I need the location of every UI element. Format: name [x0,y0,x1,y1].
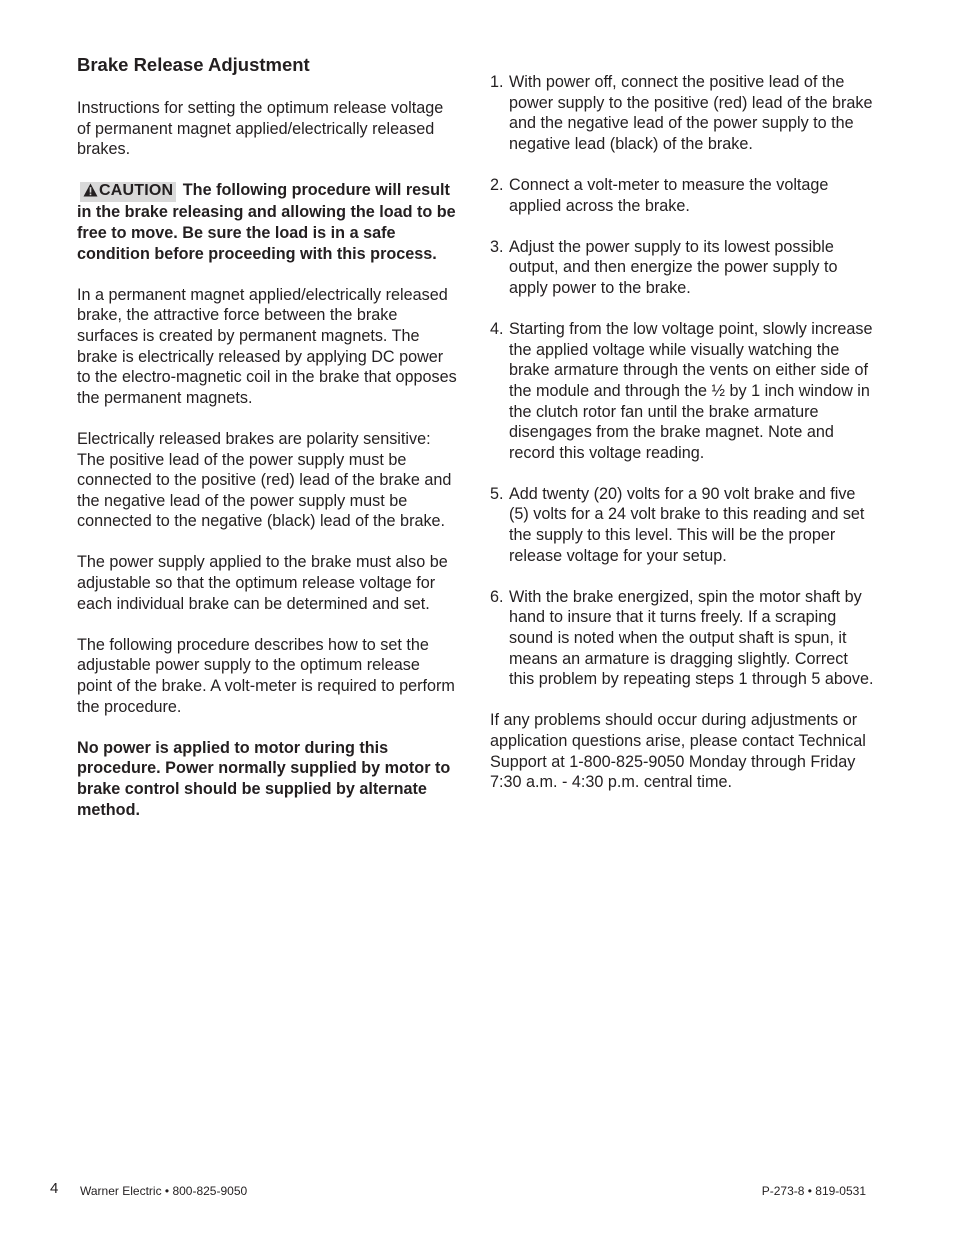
step-text: Starting from the low voltage point, slowly increase the applied voltage while visually watching the brake armature through the vents on either side of the module and through the ½ by 1 inch window in the clutch rotor fan until the brake armature disengages from the brake magnet. Note and record this voltage reading. [509,320,873,462]
step-text: Connect a volt-meter to measure the voltage applied across the brake. [509,175,829,215]
step-text: With power off, connect the positive lead of the power supply to the positive (red) lead of the brake and the negative lead of the power supply to the negative lead (black) of the brake. [509,73,873,153]
body-paragraph-3: The power supply applied to the brake must also be adjustable so that the optimum release voltage for each individual brake can be determined and set. [77,553,448,613]
step-text: Add twenty (20) volts for a 90 volt brake and five (5) volts for a 24 volt brake to this reading and set the supply to this level. This will be the proper release voltage for your setup. [509,484,865,565]
caution-badge [80,182,176,202]
left-column [77,52,459,841]
step-text: With the brake energized, spin the motor shaft by hand to insure that it turns freely. If a scraping sound is noted when the output shaft is spun, it means an armature is dragging slightly. Correct this problem by repeating steps 1 through 5 above. [509,587,874,689]
page-footer [50,1180,870,1200]
step-item [490,319,875,463]
step-number: 3. [490,237,504,256]
body-paragraph-2: Electrically released brakes are polarity sensitive: The positive lead of the power supply must be connected to the positive (red) lead of the brake and the negative lead of the power supply must be connected to the negative (black) lead of the brake. [77,429,452,531]
intro-paragraph: Instructions for setting the optimum release voltage of permanent magnet applied/electrically released brakes. [77,99,444,159]
support-contact-paragraph: If any problems should occur during adjustments or application questions arise, please contact Technical Support at 1-800-825-9050 Monday through Friday 7:30 a.m. - 4:30 p.m. central time. [490,711,866,792]
body-paragraph-1: In a permanent magnet applied/electrically released brake, the attractive force between the brake surfaces is created by permanent magnets. The brake is electrically released by applying DC power to the electro-magnetic coil in the brake that opposes the permanent magnets. [77,285,457,407]
step-number: 6. [490,587,504,606]
step-number: 1. [490,73,504,91]
body-paragraph-4: The following procedure describes how to set the adjustable power supply to the optimum release point of the brake. A volt-meter is required to perform the procedure. [77,635,455,716]
step-number: 2. [490,175,504,194]
step-number: 4. [490,320,504,339]
step-item [490,484,875,566]
caution-label: CAUTION [99,182,174,200]
warning-triangle-icon [83,183,98,202]
power-note: No power is applied to motor during this procedure. Power normally supplied by motor to brake control should be supplied by alternate method. [77,738,451,819]
step-text: Adjust the power supply to its lowest possible output, and then energize the power supply to apply power to the brake. [509,237,838,297]
procedure-steps [490,72,875,690]
section-heading: Brake Release Adjustment [77,54,310,75]
caution-paragraph [77,180,459,264]
step-number: 5. [490,484,504,503]
footer-company: Warner Electric • 800-825-9050 [80,1184,248,1198]
step-item [490,175,875,216]
caution-text: The following procedure will result in the brake releasing and allowing the load to be free to move. Be sure the load is in a safe condition before proceeding with this process. [77,181,456,263]
footer-document-code: P-273-8 • 819-0531 [761,1184,866,1198]
step-item [490,237,875,299]
step-item [490,72,875,154]
right-column [490,72,875,813]
step-item [490,587,875,690]
page-number: 4 [50,1180,59,1197]
